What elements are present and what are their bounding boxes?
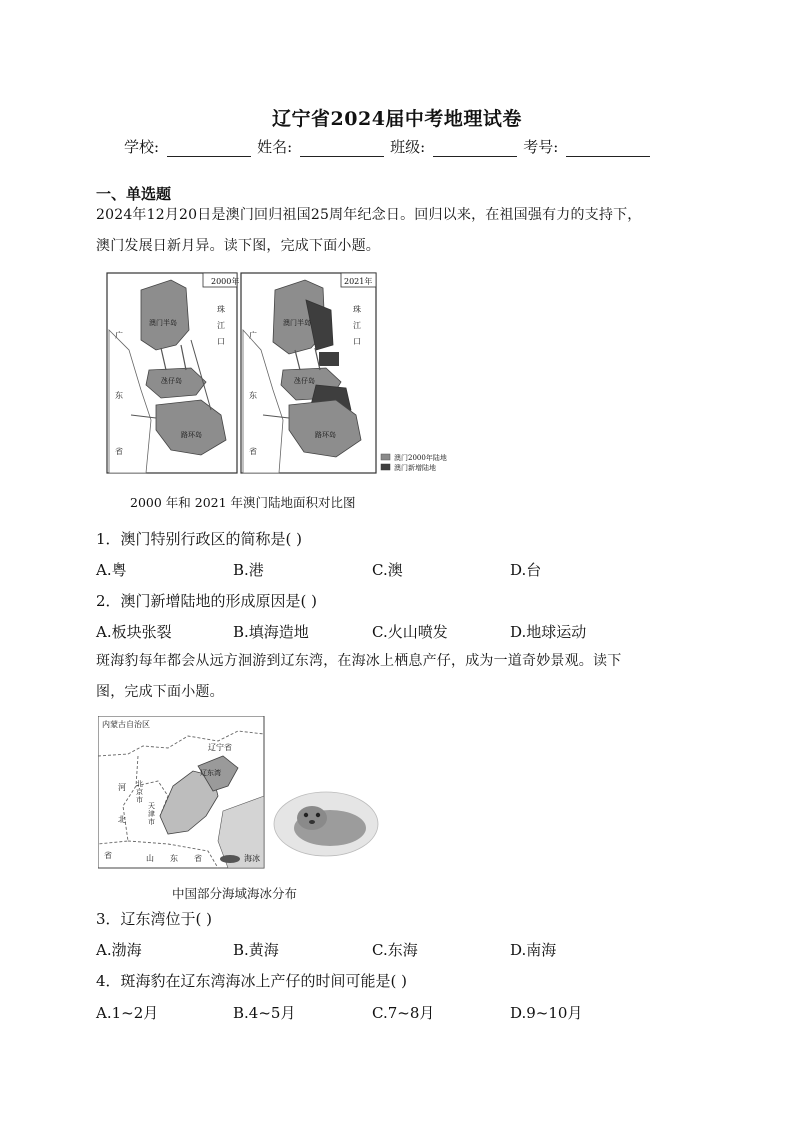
label-zhu-2021: 珠 bbox=[353, 305, 361, 314]
passage-line: 2024年12月20日是澳门回归祖国25周年纪念日。回归以来，在祖国强有力的支持下， bbox=[96, 207, 642, 223]
label-bei: 北 bbox=[118, 815, 126, 824]
seal-photo bbox=[274, 792, 378, 856]
name-label: 姓名: bbox=[257, 138, 293, 156]
label-sheng: 省 bbox=[104, 851, 112, 860]
q4-option-a[interactable]: A.1~2月 bbox=[96, 1004, 159, 1022]
year-label-2021: 2021年 bbox=[344, 277, 373, 286]
label-kou-2000: 口 bbox=[217, 337, 225, 346]
q4-option-d[interactable]: D.9~10月 bbox=[510, 1004, 583, 1022]
label-macau-peninsula-2000: 澳门半岛 bbox=[149, 319, 177, 327]
q4-option-c[interactable]: C.7~8月 bbox=[372, 1004, 435, 1022]
q3-option-d[interactable]: D.南海 bbox=[510, 941, 557, 959]
q4-option-b[interactable]: B.4~5月 bbox=[233, 1004, 296, 1022]
passage-macau bbox=[96, 200, 696, 262]
label-liaodong-bay: 辽东湾 bbox=[200, 769, 221, 777]
label-sheng-2021: 省 bbox=[249, 447, 257, 456]
map-panel-2021 bbox=[241, 273, 376, 473]
label-zhu-2000: 珠 bbox=[217, 305, 225, 314]
school-blank[interactable] bbox=[167, 140, 251, 157]
q2-option-a[interactable]: A.板块张裂 bbox=[96, 623, 172, 641]
label-guang-2021: 广 bbox=[249, 331, 257, 340]
label-sheng-2000: 省 bbox=[115, 447, 123, 456]
label-dong-2000: 东 bbox=[115, 391, 123, 400]
label-sheng-2: 省 bbox=[194, 854, 202, 863]
macau-map-svg bbox=[101, 270, 471, 475]
label-sea-ice: 海冰 bbox=[244, 854, 260, 863]
label-jiang-2000: 江 bbox=[217, 321, 225, 330]
class-blank[interactable] bbox=[433, 140, 517, 157]
q1-option-d[interactable]: D.台 bbox=[510, 561, 542, 579]
question-1-stem: 1．澳门特别行政区的简称是( ) bbox=[96, 530, 303, 548]
label-kou-2021: 口 bbox=[353, 337, 361, 346]
q1-option-b[interactable]: B.港 bbox=[233, 561, 264, 579]
question-3-stem: 3．辽东湾位于( ) bbox=[96, 910, 213, 928]
q2-option-b[interactable]: B.填海造地 bbox=[233, 623, 309, 641]
label-dong: 东 bbox=[170, 854, 178, 863]
label-taipa-2021: 氹仔岛 bbox=[294, 377, 315, 385]
q1-option-c[interactable]: C.澳 bbox=[372, 561, 403, 579]
figure1-caption: 2000 年和 2021 年澳门陆地面积对比图 bbox=[130, 495, 356, 510]
q1-option-a[interactable]: A.粤 bbox=[96, 561, 127, 579]
q2-option-c[interactable]: C.火山喷发 bbox=[372, 623, 448, 641]
question-2-stem: 2．澳门新增陆地的形成原因是( ) bbox=[96, 592, 318, 610]
sea-ice-figure bbox=[98, 716, 388, 871]
q2-option-d[interactable]: D.地球运动 bbox=[510, 623, 587, 641]
student-info-row bbox=[124, 136, 656, 157]
exam-number-label: 考号: bbox=[523, 138, 559, 156]
label-he: 河 bbox=[118, 783, 126, 792]
label-liaoning: 辽宁省 bbox=[208, 743, 232, 752]
legend-swatch-original bbox=[381, 454, 390, 460]
label-taipa-2000: 氹仔岛 bbox=[161, 377, 182, 385]
q3-option-a[interactable]: A.渤海 bbox=[96, 941, 142, 959]
legend-label-original: 澳门2000年陆地 bbox=[394, 454, 447, 462]
legend-swatch-new bbox=[381, 464, 390, 470]
label-dong-2021: 东 bbox=[249, 391, 257, 400]
label-jiang-2021: 江 bbox=[353, 321, 361, 330]
passage-line: 图，完成下面小题。 bbox=[96, 684, 224, 700]
macau-map-figure bbox=[101, 270, 471, 475]
label-beijing: 北京市 bbox=[136, 780, 143, 804]
page-title: 辽宁省2024届中考地理试卷 bbox=[272, 108, 522, 130]
label-coloane-2000: 路环岛 bbox=[181, 431, 202, 439]
label-coloane-2021: 路环岛 bbox=[315, 431, 336, 439]
school-label: 学校: bbox=[124, 138, 160, 156]
sea-ice-legend-swatch bbox=[220, 855, 240, 863]
q3-option-b[interactable]: B.黄海 bbox=[233, 941, 279, 959]
label-guang-2000: 广 bbox=[115, 331, 123, 340]
label-shan: 山 bbox=[146, 854, 154, 863]
figure2-caption: 中国部分海域海冰分布 bbox=[172, 886, 298, 901]
year-label-2000: 2000年 bbox=[211, 277, 240, 286]
passage-line: 斑海豹每年都会从远方洄游到辽东湾，在海冰上栖息产仔，成为一道奇妙景观。读下 bbox=[96, 653, 622, 669]
map-panel-2000 bbox=[107, 273, 240, 473]
label-inner-mongolia: 内蒙古自治区 bbox=[102, 720, 150, 729]
legend-label-new: 澳门新增陆地 bbox=[394, 464, 436, 472]
label-macau-peninsula-2021: 澳门半岛 bbox=[283, 319, 311, 327]
question-4-stem: 4．斑海豹在辽东湾海冰上产仔的时间可能是( ) bbox=[96, 972, 408, 990]
passage-seal bbox=[96, 646, 696, 708]
q3-option-c[interactable]: C.东海 bbox=[372, 941, 418, 959]
section-heading: 一、单选题 bbox=[96, 185, 172, 203]
passage-line: 澳门发展日新月异。读下图，完成下面小题。 bbox=[96, 238, 380, 254]
name-blank[interactable] bbox=[300, 140, 384, 157]
label-tianjin: 天津市 bbox=[148, 802, 155, 826]
exam-number-blank[interactable] bbox=[566, 140, 650, 157]
class-label: 班级: bbox=[390, 138, 426, 156]
